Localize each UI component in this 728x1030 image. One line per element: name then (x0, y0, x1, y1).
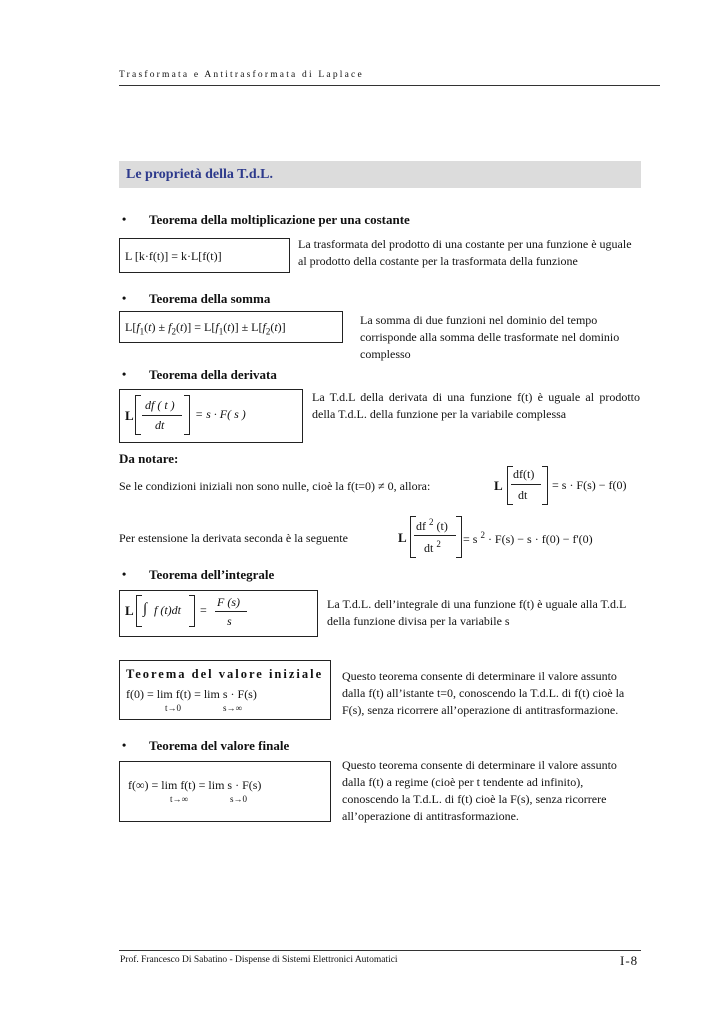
bullet-icon: • (122, 291, 127, 305)
theorem-description: Questo teorema consente di determinare il valore assunto dalla f(t) all’istante t=0, conoscendo la T.d.L. di f(t) cioè la F(s), senza ricorrere all’operazione di antitrasformazione. (342, 669, 625, 717)
derivative-formula: L df ( t ) dt = s · F( s ) (120, 390, 302, 442)
final-value-formula: f(∞) = lim f(t) = lim s · F(s) t→∞ s→0 (128, 778, 262, 804)
sum-formula: $L[f_1(t) \pm f_2(t)] = L[f_1(t)] \pm L[f_2(t)]$ (125, 320, 286, 337)
theorem-description: La T.d.L. dell’integrale di una funzione f(t) è uguale alla T.d.L della funzione divisa per la variabile s (327, 597, 626, 628)
bullet-item-derivata (122, 367, 422, 383)
integral-formula: L ∫ f (t)dt = F (s) s (120, 591, 317, 636)
bullet-icon: • (122, 367, 127, 381)
first-derivative-formula: L df(t) dt = s · F(s) − f(0) (489, 464, 639, 506)
footer-author: Prof. Francesco Di Sabatino - Dispense di Sistemi Elettronici Automatici (120, 955, 398, 965)
theorem-title: Teorema del valore finale (149, 738, 290, 753)
theorem-description: La T.d.L della derivata di una funzione f(t) è uguale al prodotto della T.d.L. della funzione per la variabile complessa (312, 390, 640, 421)
theorem-description: Questo teorema consente di determinare il valore assunto dalla f(t) a regime (cioè per t tendente ad infinito), conoscendo la T.d.L. di f(t) cioè la F(s), senza ricorrere all’operazione di antitrasformazione. (342, 758, 617, 823)
section-heading (119, 161, 641, 188)
theorem-title: Teorema della derivata (149, 367, 277, 382)
running-header: Trasformata e Antitrasformata di Laplace (119, 70, 364, 80)
formula-box (119, 660, 331, 720)
note-heading: Da notare: (119, 451, 179, 466)
footer-rule (119, 950, 641, 951)
note-line-2: Per estensione la derivata seconda è la seguente (119, 531, 348, 545)
formula-box (119, 590, 318, 637)
formula-box (119, 238, 290, 273)
note-line-1: Se le condizioni iniziali non sono nulle, cioè la f(t=0) ≠ 0, allora: (119, 479, 431, 493)
page-number: I-8 (620, 953, 639, 968)
formula-box (119, 761, 331, 822)
formula-text: L [k·f(t)] = k·L[f(t)] (125, 249, 222, 263)
theorem-title: Teorema del valore iniziale (126, 667, 324, 681)
theorem-title: Teorema dell’integrale (149, 567, 275, 582)
bullet-icon: • (122, 567, 127, 581)
theorem-description: La trasformata del prodotto di una costante per una funzione è uguale al prodotto della costante per la trasformata della funzione (298, 237, 632, 268)
theorem-title: Teorema della moltiplicazione per una costante (149, 212, 410, 227)
bullet-item-somma (122, 291, 422, 307)
theorem-title: Teorema della somma (149, 291, 271, 306)
initial-value-formula: f(0) = lim f(t) = lim s · F(s) t→0 s→∞ (126, 687, 257, 713)
header-rule (119, 85, 660, 86)
bullet-item-moltiplicazione (122, 212, 522, 228)
second-derivative-formula: L df $^2$ (t) dt $^2$ = s $^2$ · F(s) − s · f(0) − f'(0) (395, 514, 625, 560)
theorem-description: La somma di due funzioni nel dominio del tempo corrisponde alla somma delle trasformate nel dominio complesso (360, 313, 620, 361)
bullet-icon: • (122, 738, 127, 752)
formula-box (119, 389, 303, 443)
bullet-icon: • (122, 212, 127, 226)
section-title: Le proprietà della T.d.L. (126, 167, 274, 182)
bullet-item-integrale (122, 567, 422, 583)
bullet-item-valore-finale (122, 738, 422, 754)
formula-box (119, 311, 343, 343)
